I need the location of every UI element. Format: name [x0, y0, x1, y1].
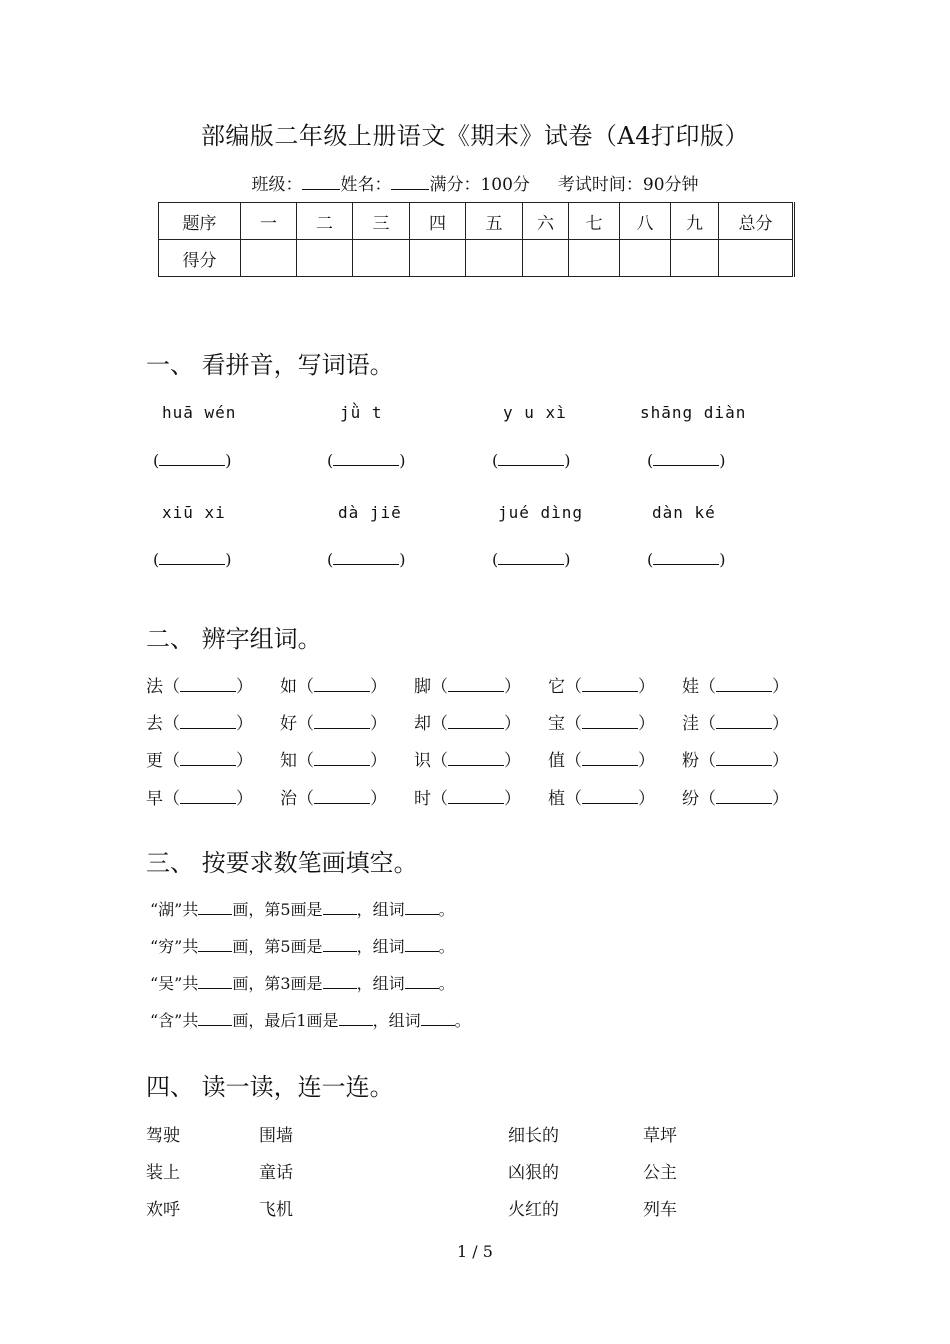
word-group-item: 时（ ） — [414, 789, 521, 809]
section1-heading: 一、 看拼音，写词语。 — [146, 351, 394, 379]
match-word[interactable]: 童话 — [259, 1163, 293, 1183]
blank[interactable] — [582, 677, 638, 692]
answer-blank[interactable]: ( ) — [492, 451, 571, 470]
answer-blank[interactable]: ( ) — [327, 451, 406, 470]
pinyin: y u xì — [503, 403, 567, 422]
match-word[interactable]: 细长的 — [508, 1126, 559, 1146]
score-table-header-row — [159, 203, 794, 240]
section4-heading: 四、 读一读，连一连。 — [146, 1073, 394, 1101]
score-cell[interactable] — [523, 240, 569, 277]
word-group-item: 纷（ ） — [682, 789, 789, 809]
character: 宝 — [548, 714, 565, 734]
character: 娃 — [682, 677, 699, 697]
blank[interactable] — [314, 789, 370, 804]
blank[interactable] — [180, 677, 236, 692]
character: 值 — [548, 751, 565, 771]
word-group-item: 它（ ） — [548, 677, 655, 697]
word-group-item: 洼（ ） — [682, 714, 789, 734]
score-table — [158, 202, 795, 277]
word-group-item: 知（ ） — [280, 751, 387, 771]
blank[interactable] — [582, 714, 638, 729]
section3-heading: 三、 按要求数笔画填空。 — [146, 849, 418, 877]
word-group-item: 去（ ） — [146, 714, 253, 734]
word-group-item: 早（ ） — [146, 789, 253, 809]
match-word[interactable]: 公主 — [643, 1163, 677, 1183]
blank[interactable] — [582, 789, 638, 804]
word-group-item: 粉（ ） — [682, 751, 789, 771]
score-header-cell: 题序 — [159, 203, 241, 240]
score-cell[interactable] — [353, 240, 410, 277]
score-row-label: 得分 — [159, 240, 241, 277]
stroke-question: “吴”共 画，第3画是 ，组词 。 — [150, 974, 455, 993]
exam-time: 考试时间：90分钟 — [557, 175, 699, 195]
score-cell[interactable] — [719, 240, 794, 277]
character: 早 — [146, 789, 163, 809]
word-group-item: 治（ ） — [280, 789, 387, 809]
pinyin: xiū xi — [162, 503, 226, 522]
match-word[interactable]: 欢呼 — [146, 1200, 180, 1220]
character: 时 — [414, 789, 431, 809]
character: 识 — [414, 751, 431, 771]
blank[interactable] — [405, 900, 439, 915]
blank[interactable] — [448, 789, 504, 804]
match-word[interactable]: 火红的 — [508, 1200, 559, 1220]
character: 洼 — [682, 714, 699, 734]
blank[interactable] — [582, 751, 638, 766]
score-header-cell: 六 — [523, 203, 569, 240]
word-group-item: 脚（ ） — [414, 677, 521, 697]
score-header-cell: 八 — [620, 203, 671, 240]
blank[interactable] — [198, 1011, 232, 1026]
word-group-item: 识（ ） — [414, 751, 521, 771]
score-cell[interactable] — [671, 240, 719, 277]
pinyin: shāng diàn — [640, 403, 747, 422]
score-header-cell: 五 — [466, 203, 523, 240]
blank[interactable] — [421, 1011, 455, 1026]
blank[interactable] — [323, 937, 357, 952]
score-header-cell: 总分 — [719, 203, 794, 240]
word-group-item: 更（ ） — [146, 751, 253, 771]
character: 脚 — [414, 677, 431, 697]
score-cell[interactable] — [297, 240, 353, 277]
blank[interactable] — [339, 1011, 373, 1026]
character: 纷 — [682, 789, 699, 809]
answer-blank[interactable]: ( ) — [647, 451, 726, 470]
score-header-cell: 一 — [241, 203, 297, 240]
answer-blank[interactable]: ( ) — [647, 550, 726, 569]
score-cell[interactable] — [620, 240, 671, 277]
character: 治 — [280, 789, 297, 809]
score-header-cell: 七 — [569, 203, 620, 240]
character: 却 — [414, 714, 431, 734]
word-group-item: 法（ ） — [146, 677, 253, 697]
blank[interactable] — [448, 714, 504, 729]
blank[interactable] — [323, 900, 357, 915]
name-blank[interactable] — [391, 174, 429, 190]
blank[interactable] — [180, 714, 236, 729]
full-score: 满分：100分 — [429, 175, 530, 195]
score-header-cell: 三 — [353, 203, 410, 240]
character: 去 — [146, 714, 163, 734]
class-label: 班级： — [251, 175, 303, 195]
pinyin: jué dìng — [498, 503, 584, 522]
blank[interactable] — [314, 677, 370, 692]
score-cell[interactable] — [410, 240, 466, 277]
answer-blank[interactable]: ( ) — [153, 451, 232, 470]
blank[interactable] — [716, 714, 772, 729]
character: 粉 — [682, 751, 699, 771]
blank[interactable] — [198, 974, 232, 989]
blank[interactable] — [198, 900, 232, 915]
answer-blank[interactable]: ( ) — [492, 550, 571, 569]
match-word[interactable]: 围墙 — [259, 1126, 293, 1146]
answer-blank[interactable]: ( ) — [153, 550, 232, 569]
score-header-cell: 二 — [297, 203, 353, 240]
score-cell[interactable] — [466, 240, 523, 277]
blank[interactable] — [323, 974, 357, 989]
blank[interactable] — [198, 937, 232, 952]
match-word[interactable]: 飞机 — [259, 1200, 293, 1220]
class-blank[interactable] — [302, 174, 340, 190]
word-group-item: 植（ ） — [548, 789, 655, 809]
stroke-question: “湖”共 画，第5画是 ，组词 。 — [150, 900, 455, 919]
match-word[interactable]: 草坪 — [643, 1126, 677, 1146]
match-word[interactable]: 凶狠的 — [508, 1163, 559, 1183]
character: 好 — [280, 714, 297, 734]
pinyin: dà jiē — [338, 503, 402, 522]
character: 植 — [548, 789, 565, 809]
score-header-cell: 九 — [671, 203, 719, 240]
blank[interactable] — [180, 751, 236, 766]
score-header-cell: 四 — [410, 203, 466, 240]
character: 法 — [146, 677, 163, 697]
stroke-question: “穷”共 画，第5画是 ，组词 。 — [150, 937, 455, 956]
section2-heading: 二、 辨字组词。 — [146, 625, 322, 653]
blank[interactable] — [448, 677, 504, 692]
blank[interactable] — [716, 789, 772, 804]
character: 更 — [146, 751, 163, 771]
blank[interactable] — [716, 751, 772, 766]
name-label: 姓名： — [340, 175, 392, 195]
blank[interactable] — [180, 789, 236, 804]
blank[interactable] — [405, 974, 439, 989]
blank[interactable] — [448, 751, 504, 766]
word-group-item: 娃（ ） — [682, 677, 789, 697]
page-number: 1 / 5 — [457, 1242, 493, 1261]
match-word[interactable]: 列车 — [643, 1200, 677, 1220]
score-table-row — [159, 240, 794, 277]
score-cell[interactable] — [241, 240, 297, 277]
page-title: 部编版二年级上册语文《期末》试卷（A4打印版） — [200, 122, 750, 150]
word-group-item: 如（ ） — [280, 677, 387, 697]
pinyin: jǜ t — [340, 403, 383, 422]
blank[interactable] — [314, 751, 370, 766]
blank[interactable] — [314, 714, 370, 729]
stroke-question: “含”共 画，最后1画是 ，组词 。 — [150, 1011, 471, 1030]
character: 如 — [280, 677, 297, 697]
match-word[interactable]: 驾驶 — [146, 1126, 180, 1146]
word-group-item: 却（ ） — [414, 714, 521, 734]
answer-blank[interactable]: ( ) — [327, 550, 406, 569]
character: 知 — [280, 751, 297, 771]
word-group-item: 宝（ ） — [548, 714, 655, 734]
character: 它 — [548, 677, 565, 697]
blank[interactable] — [405, 937, 439, 952]
blank[interactable] — [716, 677, 772, 692]
match-word[interactable]: 装上 — [146, 1163, 180, 1183]
word-group-item: 好（ ） — [280, 714, 387, 734]
word-group-item: 值（ ） — [548, 751, 655, 771]
pinyin: huā wén — [162, 403, 237, 422]
pinyin: dàn ké — [652, 503, 716, 522]
exam-info — [0, 170, 950, 195]
score-cell[interactable] — [569, 240, 620, 277]
